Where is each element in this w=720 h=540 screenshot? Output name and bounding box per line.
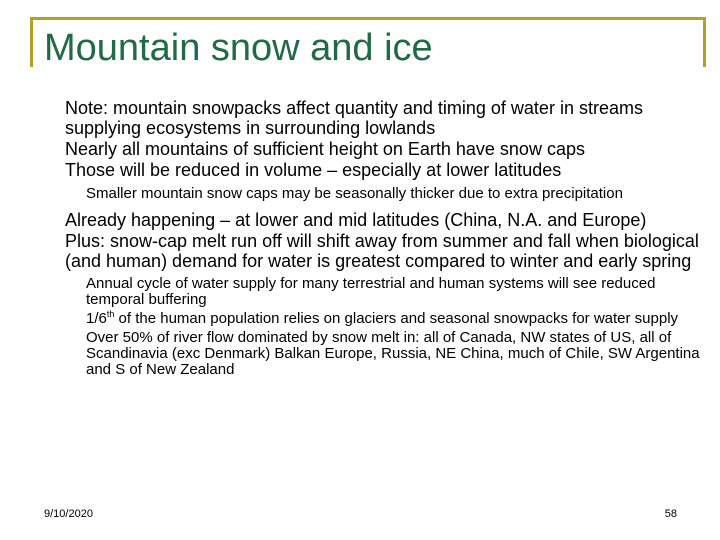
sub-bullet-item <box>63 276 710 308</box>
sub-bullet-text-rest: of the human population relies on glaciers and seasonal snowpacks for water supply <box>114 310 679 327</box>
slide-title: Mountain snow and ice <box>44 27 433 69</box>
bullet-text: Plus: snow-cap melt run off will shift away from summer and fall when biological (and human) demand for water is greatest compared to winter and early spring <box>65 231 699 271</box>
sub-bullet-list <box>63 186 710 202</box>
sub-bullet-item <box>63 311 710 327</box>
sub-bullet-text: Over 50% of river flow dominated by snow melt in: all of Canada, NW states of US, all of Scandinavia (exc Denmark) Balkan Europe, Russia, NE China, much of Chile, SW Argentina and S of New Zealand <box>86 329 700 378</box>
slide-number: 58 <box>664 508 677 520</box>
bullet-text: Already happening – at lower and mid latitudes (China, N.A. and Europe) <box>65 210 647 230</box>
bullet-text: Those will be reduced in volume – especially at lower latitudes <box>65 160 562 180</box>
sub-bullet-text: Smaller mountain snow caps may be seasonally thicker due to extra precipitation <box>86 185 623 202</box>
title-frame-top-line <box>30 17 706 20</box>
sub-bullet-item <box>63 186 710 202</box>
title-frame-left-line <box>30 17 33 67</box>
bullet-text: Nearly all mountains of sufficient height on Earth have snow caps <box>65 139 585 159</box>
title-frame-right-line <box>703 17 706 67</box>
bullet-text: Note: mountain snowpacks affect quantity and timing of water in streams supplying ecosystems in surrounding lowlands <box>65 98 643 138</box>
bullet-item <box>40 139 710 159</box>
sub-bullet-item <box>63 330 710 378</box>
footer-date: 9/10/2020 <box>44 508 93 520</box>
bullet-item <box>40 98 710 138</box>
sub-bullet-text: Annual cycle of water supply for many terrestrial and human systems will see reduced temporal buffering <box>86 275 656 308</box>
fraction-text: 1/6 <box>86 310 107 327</box>
bullet-item <box>40 160 710 180</box>
ordinal-suffix: th <box>106 309 115 319</box>
bullet-item <box>40 210 710 230</box>
sub-bullet-list <box>63 276 710 378</box>
sub-bullet-text <box>86 310 678 327</box>
bullet-item <box>40 231 710 271</box>
bullet-list <box>40 98 710 378</box>
